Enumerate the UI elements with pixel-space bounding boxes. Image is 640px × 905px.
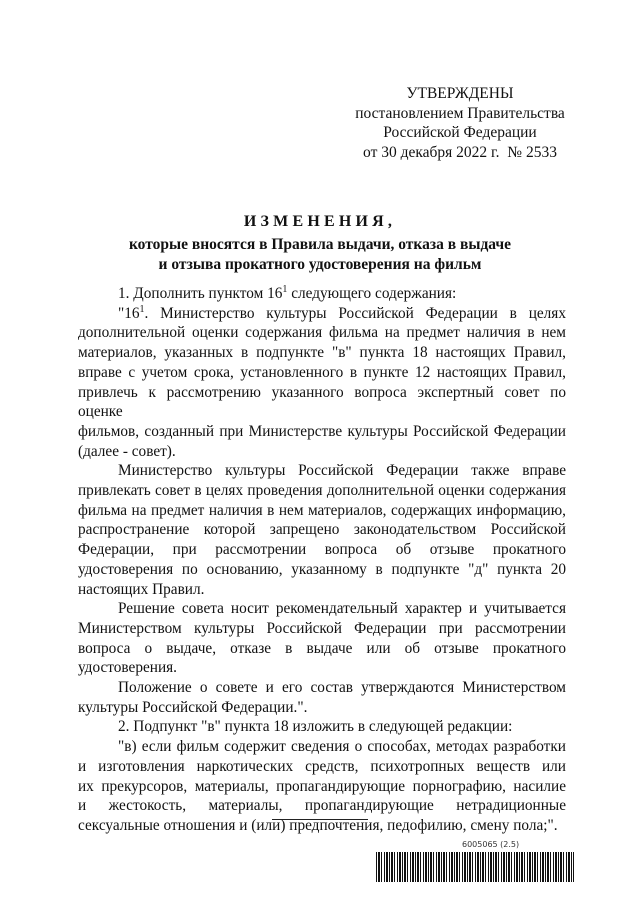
barcode-code-text: 6005065 (2.5): [462, 840, 520, 849]
heading-title: ИЗМЕНЕНИЯ,: [243, 213, 397, 230]
paragraph-line: и жестокость, материалы, пропагандирующие нетрадиционные: [78, 797, 566, 815]
paragraph-line: материалов, указанных в подпункте "в" пункта 18 настоящих Правил,: [78, 344, 566, 362]
approval-date-number: от 30 декабря 2022 г. № 2533: [363, 143, 557, 161]
heading-subtitle-line-1: которые вносятся в Правила выдачи, отказа в выдаче: [128, 236, 512, 253]
end-separator-line: [272, 819, 368, 820]
paragraph-line: фильмов, созданный при Министерстве культуры Российской Федерации: [78, 422, 566, 440]
paragraph-line: дополнительной оценки содержания фильма на предмет наличия в нем: [78, 324, 566, 342]
approval-line-2: Российской Федерации: [383, 124, 537, 141]
item-2-intro: 2. Подпункт "в" пункта 18 изложить в следующей редакции:: [118, 718, 513, 736]
paragraph-line: "в) если фильм содержит сведения о способах, методах разработки: [118, 738, 566, 756]
document-heading: [58, 211, 582, 274]
paragraph-line: удостоверения.: [78, 659, 178, 677]
paragraph-16-1-first-line: "$16^1$. Министерство культуры Российской Федерации в целях: [118, 303, 566, 322]
paragraph-line: сексуальные отношения и (или) предпочтения, педофилию, смену пола;".: [78, 816, 558, 834]
paragraph-line: привлечь к рассмотрению указанного вопроса экспертный совет по оценке: [78, 383, 566, 421]
paragraph-line: распространение которой запрещено законодательством Российской: [78, 521, 566, 539]
paragraph-line: привлекать совет в целях проведения дополнительной оценки содержания: [78, 482, 566, 500]
paragraph-line: удостоверения по основанию, указанному в подпункте "д" пункта 20: [78, 560, 566, 578]
approval-title: УТВЕРЖДЕНЫ: [406, 85, 514, 102]
paragraph-line: вопроса о выдаче, отказе в выдаче или об отзыве прокатного: [78, 639, 566, 657]
paragraph-line: и изготовления наркотических средств, психотропных веществ или: [78, 757, 566, 775]
paragraph-line: (далее - совет).: [78, 442, 176, 460]
barcode-icon: [376, 852, 574, 882]
paragraph-line: Решение совета носит рекомендательный характер и учитывается: [118, 600, 566, 618]
approval-block: [340, 84, 580, 162]
paragraph-line: Положение о совете и его состав утверждаются Министерством: [118, 679, 566, 697]
paragraph-line: культуры Российской Федерации.".: [78, 698, 308, 716]
barcode-block: [376, 840, 574, 884]
approval-line-1: постановлением Правительства: [355, 104, 565, 122]
paragraph-line: настоящих Правил.: [78, 580, 205, 598]
paragraph-line: Федерации, при рассмотрении вопроса об отзыве прокатного: [78, 541, 566, 559]
heading-subtitle-line-2: и отзыва прокатного удостоверения на фильм: [158, 255, 482, 273]
paragraph-line: фильма на предмет наличия в нем материалов, содержащих информацию,: [78, 501, 566, 519]
item-1-intro: 1. Дополнить пунктом $16^1$ следующего содержания:: [118, 283, 457, 302]
paragraph-line: вправе с учетом срока, установленного в пункте 12 настоящих Правил,: [78, 363, 566, 381]
paragraph-line: Министерство культуры Российской Федерации также вправе: [118, 462, 566, 480]
document-body: [78, 284, 566, 836]
paragraph-line: Министерством культуры Российской Федерации при рассмотрении: [78, 619, 566, 637]
paragraph-line: их прекурсоров, материалы, пропагандирующие порнографию, насилие: [78, 777, 566, 795]
heading-subtitle: [58, 235, 582, 274]
